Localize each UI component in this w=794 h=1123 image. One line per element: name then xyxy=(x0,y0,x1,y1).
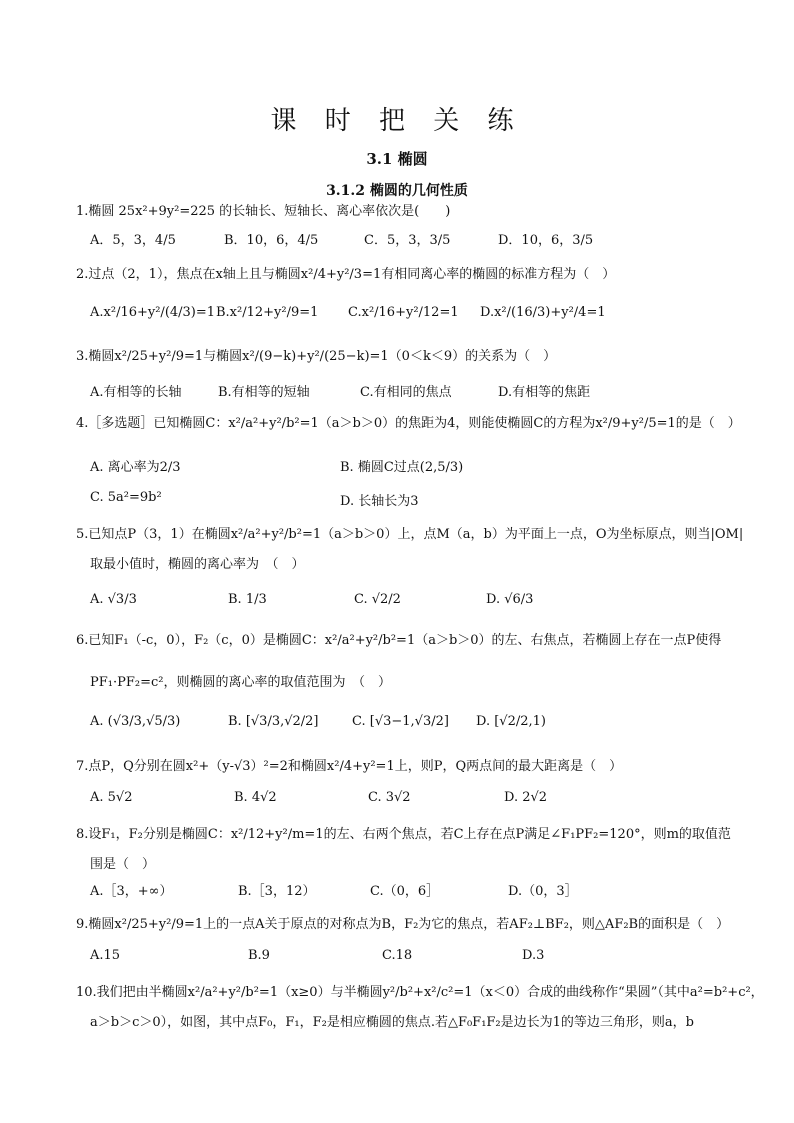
q7-option-b: B. 4√2 xyxy=(234,790,277,805)
q3-option-c: C.有相同的焦点 xyxy=(360,385,452,400)
question-8-stem-line1: 8.设F₁，F₂分别是椭圆C：x²/12+y²/m=1的左、右两个焦点，若C上存在点P满足∠F₁PF₂=120°，则m的取值范 xyxy=(76,827,731,842)
question-7-options xyxy=(90,790,730,812)
q5-option-a: A. √3/3 xyxy=(90,592,137,607)
q1-option-d: D．10，6，3/5 xyxy=(498,233,594,248)
question-8-options xyxy=(90,880,730,902)
question-6-stem-line2: PF₁·PF₂=c²，则椭圆的离心率的取值范围为 （ ） xyxy=(90,675,391,690)
q9-option-c: C.18 xyxy=(382,948,413,963)
q9-option-b: B.9 xyxy=(248,948,270,963)
q7-option-c: C. 3√2 xyxy=(368,790,411,805)
q6-option-d: D. [√2/2,1) xyxy=(476,714,546,729)
q3-option-a: A.有相等的长轴 xyxy=(90,385,182,400)
question-2-options xyxy=(90,305,730,327)
question-10-stem-line1: 10.我们把由半椭圆x²/a²+y²/b²=1（x≥0）与半椭圆y²/b²+x²/c²=1（x＜0）合成的曲线称作“果圆”（其中a²=b²+c²， xyxy=(76,985,764,1000)
subsection-title: 3.1.2 椭圆的几何性质 xyxy=(326,183,468,199)
q8-option-c: C.（0，6］ xyxy=(370,884,440,899)
question-9-options xyxy=(90,948,730,970)
q1-option-c: C．5，3，3/5 xyxy=(364,233,451,248)
q9-option-d: D.3 xyxy=(522,948,545,963)
q4-option-a: A. 离心率为2/3 xyxy=(90,460,181,475)
question-5-stem-line1: 5.已知点P（3，1）在椭圆x²/a²+y²/b²=1（a＞b＞0）上，点M（a，b）为平面上一点，O为坐标原点，则当|OM| xyxy=(76,527,744,542)
question-3-stem: 3.椭圆x²/25+y²/9=1与椭圆x²/(9−k)+y²/(25−k)=1（0＜k＜9）的关系为（ ） xyxy=(76,349,557,364)
question-5-stem-line2: 取最小值时，椭圆的离心率为 （ ） xyxy=(90,557,305,572)
q7-option-a: A. 5√2 xyxy=(90,790,133,805)
question-1-options xyxy=(90,229,730,251)
q8-option-b: B.［3，12） xyxy=(238,884,316,899)
page-title: 课 时 把 关 练 xyxy=(270,106,524,136)
question-10-stem-line2: a＞b＞c＞0），如图，其中点F₀，F₁，F₂是相应椭圆的焦点.若△F₀F₁F₂是边长为1的等边三角形，则a，b xyxy=(90,1015,694,1030)
q4-option-b: B. 椭圆C过点(2,5/3) xyxy=(340,460,464,475)
question-1-stem: 1.椭圆 25x²+9y²=225 的长轴长、短轴长、离心率依次是( ) xyxy=(76,204,451,219)
q4-option-c: C. 5a²=9b² xyxy=(90,490,162,505)
q2-option-d: D.x²/(16/3)+y²/4=1 xyxy=(480,305,606,320)
q9-option-a: A.15 xyxy=(90,948,121,963)
q1-option-a: A．5，3，4/5 xyxy=(90,233,176,248)
q1-option-b: B．10，6，4/5 xyxy=(224,233,319,248)
q7-option-d: D. 2√2 xyxy=(504,790,548,805)
q5-option-b: B. 1/3 xyxy=(228,592,267,607)
q4-option-d: D. 长轴长为3 xyxy=(340,494,419,509)
q6-option-c: C. [√3−1,√3/2] xyxy=(352,714,449,729)
question-8-stem-line2: 围是（ ） xyxy=(90,857,156,872)
q6-option-b: B. [√3/3,√2/2] xyxy=(228,714,319,729)
question-7-stem: 7.点P，Q分别在圆x²+（y-√3）²=2和椭圆x²/4+y²=1上，则P，Q两点间的最大距离是（ ） xyxy=(76,759,623,774)
q2-option-c: C.x²/16+y²/12=1 xyxy=(348,305,459,320)
question-4-options-row2 xyxy=(90,490,730,512)
section-title: 3.1 椭圆 xyxy=(366,150,428,168)
question-4-options-row1 xyxy=(90,456,730,478)
q3-option-b: B.有相等的短轴 xyxy=(218,385,310,400)
question-3-options xyxy=(90,381,730,403)
q8-option-d: D.（0，3］ xyxy=(508,884,578,899)
q5-option-d: D. √6/3 xyxy=(486,592,534,607)
q2-option-b: B.x²/12+y²/9=1 xyxy=(216,305,319,320)
question-2-stem: 2.过点（2，1），焦点在x轴上且与椭圆x²/4+y²/3=1有相同离心率的椭圆的标准方程为（ ） xyxy=(76,267,616,282)
question-4-stem: 4.［多选题］已知椭圆C：x²/a²+y²/b²=1（a＞b＞0）的焦距为4，则能使椭圆C的方程为x²/9+y²/5=1的是（ ） xyxy=(76,416,741,431)
q2-option-a: A.x²/16+y²/(4/3)=1 xyxy=(90,305,216,320)
q5-option-c: C. √2/2 xyxy=(354,592,401,607)
question-6-stem-line1: 6.已知F₁（-c，0），F₂（c，0）是椭圆C：x²/a²+y²/b²=1（a＞b＞0）的左、右焦点，若椭圆上存在一点P使得 xyxy=(76,633,722,648)
question-6-options xyxy=(90,714,730,736)
question-5-options xyxy=(90,592,730,614)
q8-option-a: A.［3，+∞） xyxy=(90,884,173,899)
q6-option-a: A. (√3/3,√5/3) xyxy=(90,714,181,729)
question-9-stem: 9.椭圆x²/25+y²/9=1上的一点A关于原点的对称点为B，F₂为它的焦点，若AF₂⊥BF₂，则△AF₂B的面积是（ ） xyxy=(76,917,730,932)
q3-option-d: D.有相等的焦距 xyxy=(498,385,591,400)
